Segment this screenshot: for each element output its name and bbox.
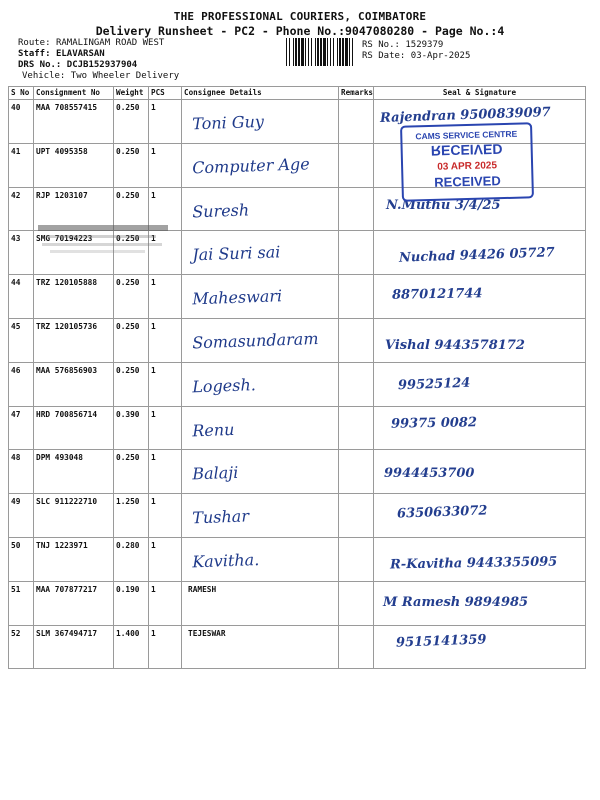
- table-row: [9, 406, 586, 450]
- handwritten-signature: 6350633072: [396, 503, 488, 522]
- row-consignment: MAA 708557415: [34, 100, 114, 144]
- table-row: [9, 318, 586, 362]
- row-weight: 0.250: [114, 318, 149, 362]
- handwritten-signature: R-Kavitha 9443355095: [389, 554, 558, 573]
- row-weight: 0.190: [114, 581, 149, 625]
- col-remarks: Remarks: [339, 87, 374, 100]
- row-consignee: [182, 187, 339, 231]
- row-sno: 45: [9, 318, 34, 362]
- handwritten-consignee: Kavitha.: [191, 550, 260, 572]
- row-remarks: [339, 143, 374, 187]
- row-consignment: SLM 367494717: [34, 625, 114, 669]
- row-remarks: [339, 494, 374, 538]
- row-remarks: [339, 537, 374, 581]
- row-weight: 0.250: [114, 143, 149, 187]
- row-weight: 0.390: [114, 406, 149, 450]
- row-consignment: TNJ 1223971: [34, 537, 114, 581]
- rs-date-line: [362, 51, 470, 61]
- row-signature: [374, 275, 586, 319]
- rs-date-label: RS Date:: [362, 51, 406, 61]
- col-consignment: Consignment No: [34, 87, 114, 100]
- printed-consignee: TEJESWAR: [188, 628, 226, 638]
- row-sno: 40: [9, 100, 34, 144]
- col-consignee: Consignee Details: [182, 87, 339, 100]
- row-consignee: [182, 406, 339, 450]
- route-line: [18, 38, 164, 48]
- rs-no-line: [362, 40, 443, 50]
- rs-date-value: 03-Apr-2025: [410, 51, 471, 61]
- row-remarks: [339, 318, 374, 362]
- row-remarks: [339, 406, 374, 450]
- row-remarks: [339, 450, 374, 494]
- drs-label: DRS No.:: [18, 60, 62, 70]
- row-signature: [374, 231, 586, 275]
- col-pcs: PCS: [149, 87, 182, 100]
- row-weight: 0.250: [114, 275, 149, 319]
- stamp-line1: CAMS SERVICE CENTRE: [415, 128, 518, 142]
- table-row: [9, 581, 586, 625]
- row-consignment: TRZ 120105888: [34, 275, 114, 319]
- row-pcs: 1: [149, 625, 182, 669]
- row-consignee: [182, 231, 339, 275]
- runsheet-title: THE PROFESSIONAL COURIERS, COIMBATORE: [173, 10, 427, 23]
- row-remarks: [339, 581, 374, 625]
- row-sno: 47: [9, 406, 34, 450]
- row-consignment: DPM 493048: [34, 450, 114, 494]
- row-pcs: 1: [149, 100, 182, 144]
- row-sno: 51: [9, 581, 34, 625]
- row-sno: 48: [9, 450, 34, 494]
- handwritten-consignee: Logesh.: [191, 374, 257, 397]
- stamp-date: 03 APR 2025: [437, 160, 498, 173]
- row-remarks: [339, 100, 374, 144]
- row-weight: 0.280: [114, 537, 149, 581]
- handwritten-signature: M Ramesh 9894985: [383, 594, 529, 610]
- row-consignment: MAA 576856903: [34, 362, 114, 406]
- col-signature: Seal & Signature: [374, 87, 586, 100]
- handwritten-signature: 9515141359: [395, 631, 487, 651]
- row-pcs: 1: [149, 581, 182, 625]
- drs-value: DCJB152937904: [66, 60, 138, 70]
- row-consignee: [182, 362, 339, 406]
- row-consignee: [182, 581, 339, 625]
- handwritten-signature: 99375 0082: [390, 414, 478, 432]
- row-signature: [374, 362, 586, 406]
- stamp-line2: RECEIVED: [430, 141, 503, 159]
- vehicle-label: Vehicle:: [22, 71, 66, 81]
- stamp-line3: RECEIVED: [434, 173, 501, 190]
- row-signature: [374, 581, 586, 625]
- row-sno: 41: [9, 143, 34, 187]
- row-weight: 0.250: [114, 187, 149, 231]
- handwritten-consignee: Jai Suri sai: [191, 242, 281, 265]
- row-weight: 1.400: [114, 625, 149, 669]
- handwritten-consignee: Somasundaram: [191, 328, 319, 353]
- row-weight: 1.250: [114, 494, 149, 538]
- row-weight: 0.250: [114, 100, 149, 144]
- barcode: [286, 38, 354, 66]
- rs-no-label: RS No.:: [362, 40, 400, 50]
- handwritten-signature: Rajendran 9500839097: [379, 105, 551, 126]
- table-header-row: [9, 87, 586, 100]
- row-sno: 50: [9, 537, 34, 581]
- staff-line: [18, 49, 105, 59]
- table-row: [9, 625, 586, 669]
- table-row: [9, 494, 586, 538]
- staff-label: Staff:: [18, 49, 51, 59]
- handwritten-consignee: Suresh: [191, 199, 250, 221]
- row-consignment: SMG 70194223: [34, 231, 114, 275]
- row-weight: 0.250: [114, 450, 149, 494]
- row-remarks: [339, 231, 374, 275]
- received-stamp: [400, 122, 534, 201]
- handwritten-signature: 8870121744: [391, 286, 483, 303]
- table-row: [9, 275, 586, 319]
- row-consignee: [182, 275, 339, 319]
- row-signature: [374, 625, 586, 669]
- row-pcs: 1: [149, 275, 182, 319]
- row-signature: [374, 450, 586, 494]
- handwritten-consignee: Computer Age: [191, 154, 311, 178]
- table-row: [9, 450, 586, 494]
- row-pcs: 1: [149, 406, 182, 450]
- row-weight: 0.250: [114, 231, 149, 275]
- row-consignee: [182, 450, 339, 494]
- row-pcs: 1: [149, 537, 182, 581]
- row-pcs: 1: [149, 318, 182, 362]
- row-sno: 42: [9, 187, 34, 231]
- row-consignment: MAA 707877217: [34, 581, 114, 625]
- handwritten-signature: 9944453700: [384, 466, 475, 482]
- handwritten-signature: N.Muthu 3/4/25: [386, 197, 501, 213]
- row-remarks: [339, 187, 374, 231]
- rs-no-value: 1529379: [405, 40, 444, 50]
- row-consignment: SLC 911222710: [34, 494, 114, 538]
- row-consignee: [182, 537, 339, 581]
- table-row: [9, 537, 586, 581]
- row-consignee: [182, 143, 339, 187]
- row-pcs: 1: [149, 362, 182, 406]
- row-pcs: 1: [149, 494, 182, 538]
- handwritten-consignee: Renu: [191, 419, 235, 440]
- staff-value: ELAVARSAN: [55, 49, 105, 59]
- table-row: [9, 362, 586, 406]
- runsheet-subtitle: Delivery Runsheet - PC2 - Phone No.:9047080280 - Page No.:4: [95, 24, 505, 38]
- row-sno: 44: [9, 275, 34, 319]
- handwritten-consignee: Tushar: [191, 506, 250, 528]
- vehicle-value: Two Wheeler Delivery: [70, 71, 180, 81]
- handwritten-consignee: Toni Guy: [191, 111, 265, 134]
- handwritten-signature: Vishal 9443578172: [385, 337, 525, 353]
- col-sno: S No: [9, 87, 34, 100]
- row-consignment: HRD 700856714: [34, 406, 114, 450]
- drs-line: [18, 60, 137, 70]
- row-remarks: [339, 275, 374, 319]
- row-pcs: 1: [149, 450, 182, 494]
- printed-consignee: RAMESH: [188, 584, 217, 594]
- row-consignee: [182, 494, 339, 538]
- row-consignee: [182, 318, 339, 362]
- ink-smudge: [36, 221, 176, 259]
- vehicle-line: [22, 71, 179, 81]
- row-signature: [374, 406, 586, 450]
- row-consignee: [182, 625, 339, 669]
- handwritten-consignee: Maheswari: [191, 286, 283, 309]
- row-weight: 0.250: [114, 362, 149, 406]
- row-sno: 43: [9, 231, 34, 275]
- row-sno: 52: [9, 625, 34, 669]
- row-remarks: [339, 362, 374, 406]
- row-sno: 49: [9, 494, 34, 538]
- row-sno: 46: [9, 362, 34, 406]
- row-consignment: TRZ 120105736: [34, 318, 114, 362]
- col-weight: Weight: [114, 87, 149, 100]
- route-value: RAMALINGAM ROAD WEST: [55, 38, 165, 48]
- row-consignee: [182, 100, 339, 144]
- handwritten-consignee: Balaji: [191, 463, 239, 484]
- handwritten-signature: Nuchad 94426 05727: [398, 245, 555, 267]
- row-pcs: 1: [149, 143, 182, 187]
- row-pcs: 1: [149, 187, 182, 231]
- row-signature: [374, 537, 586, 581]
- row-remarks: [339, 625, 374, 669]
- route-label: Route:: [18, 38, 51, 48]
- row-pcs: 1: [149, 231, 182, 275]
- row-signature: [374, 494, 586, 538]
- row-consignment: UPT 4095358: [34, 143, 114, 187]
- row-signature: [374, 318, 586, 362]
- handwritten-signature: 99525124: [397, 375, 471, 394]
- row-consignment: RJP 1203107: [34, 187, 114, 231]
